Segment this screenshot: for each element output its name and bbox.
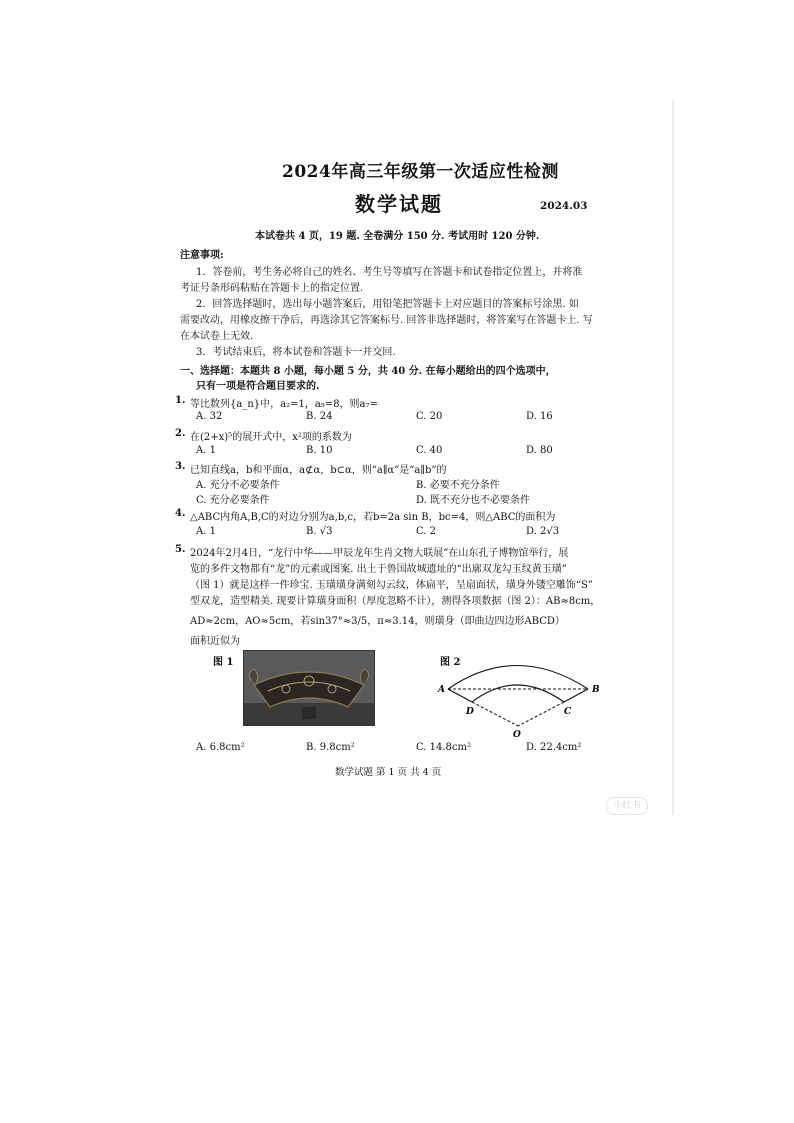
question-number: 1.: [175, 395, 186, 406]
option-a: A. 1: [196, 445, 216, 456]
point-a-label: A: [438, 685, 445, 695]
point-c-label: C: [564, 707, 572, 717]
option-c: C. 40: [416, 445, 443, 456]
point-b-label: B: [592, 685, 600, 695]
jade-huang-photo: [243, 650, 375, 726]
question-number: 5.: [175, 544, 186, 555]
question-line: 2024年2月4日，“龙行中华——甲辰龙年生肖文物大联展”在山东孔子博物馆举行，展: [190, 548, 569, 559]
question-text: 等比数列{a_n}中，a₂=1，a₅=8，则a₇=: [190, 399, 378, 410]
notes-heading: 注意事项:: [180, 250, 224, 261]
option-c: C. 20: [416, 411, 443, 422]
option-a: A. 6.8cm²: [196, 742, 245, 753]
question-line: 览的多件文物都有“龙”的元素或图案. 出土于鲁国故城遗址的“出廓双龙勾玉纹黄玉璜”: [190, 564, 567, 575]
question-text: 在(2+x)⁵的展开式中，x²项的系数为: [190, 432, 352, 443]
question-number: 2.: [175, 428, 186, 439]
notes-line: 需要改动，用橡皮擦干净后，再选涂其它答案标号. 回答非选择题时，将答案写在答题卡上. 写: [180, 315, 593, 326]
option-a: A. 32: [196, 411, 223, 422]
exam-info: 本试卷共 4 页，19 题. 全卷满分 150 分. 考试用时 120 分钟.: [255, 231, 540, 242]
figure-1-label: 图 1: [213, 657, 234, 668]
question-text: 已知直线a，b和平面α，a⊄α，b⊂α，则“a∥α”是“a∥b”的: [190, 465, 447, 476]
notes-line: 考证号条形码粘贴在答题卡上的指定位置.: [180, 283, 364, 294]
question-line: 型双龙，造型精美. 现要计算璜身面积（厚度忽略不计），测得各项数据（图 2）：AB≈8cm，: [190, 596, 601, 607]
section-heading-2: 只有一项是符合题目要求的.: [196, 381, 320, 392]
exam-date: 2024.03: [540, 200, 588, 212]
question-line: （图 1）就是这样一件珍宝. 玉璜璜身满刻勾云纹，体扁平，呈扇面状，璜身外镂空雕饰“S”: [190, 580, 593, 591]
option-b: B. 9.8cm²: [306, 742, 355, 753]
question-number: 3.: [175, 461, 186, 472]
option-c: C. 2: [416, 526, 437, 537]
point-d-label: D: [466, 707, 474, 717]
question-line: AD≈2cm，AO≈5cm，若sin37°≈3/5，π≈3.14，则璜身（即曲边四边形ABCD）: [190, 616, 565, 627]
question-text: △ABC内角A,B,C的对边分别为a,b,c，若b=2a sin B，bc=4，则△ABC的面积为: [190, 512, 556, 523]
option-b: B. √3: [306, 526, 333, 537]
jade-huang-illustration: [244, 651, 374, 725]
question-number: 4.: [175, 508, 186, 519]
option-c: C. 充分必要条件: [196, 495, 270, 506]
scan-edge: [672, 100, 674, 815]
option-b: B. 10: [306, 445, 333, 456]
notes-line: 3．考试结束后，将本试卷和答题卡一并交回.: [196, 347, 396, 358]
exam-title: 2024年高三年级第一次适应性检测: [282, 162, 559, 182]
notes-line: 1．答卷前，考生务必将自己的姓名、考生号等填写在答题卡和试卷指定位置上，并将准: [196, 267, 583, 278]
option-a: A. 充分不必要条件: [196, 480, 280, 491]
notes-line: 在本试卷上无效.: [180, 331, 254, 342]
figure-2-label: 图 2: [440, 657, 461, 668]
option-d: D. 22.4cm²: [526, 742, 582, 753]
option-a: A. 1: [196, 526, 216, 537]
section-heading: 一、选择题：本题共 8 小题，每小题 5 分，共 40 分. 在每小题给出的四个选项中，: [180, 366, 556, 377]
option-b: B. 24: [306, 411, 333, 422]
option-d: D. 16: [526, 411, 553, 422]
option-b: B. 必要不充分条件: [416, 480, 500, 491]
option-d: D. 80: [526, 445, 553, 456]
notes-line: 2．回答选择题时，选出每小题答案后，用铅笔把答题卡上对应题目的答案标号涂黑. 如: [196, 299, 579, 310]
page-footer: 数学试题 第 1 页 共 4 页: [335, 767, 442, 778]
question-line: 面积近似为: [190, 636, 240, 647]
point-o-label: O: [513, 730, 521, 740]
option-d: D. 既不充分也不必要条件: [416, 495, 531, 506]
watermark: 小红书: [606, 797, 648, 815]
subject-title: 数学试题: [355, 192, 443, 216]
option-c: C. 14.8cm²: [416, 742, 472, 753]
option-d: D. 2√3: [526, 526, 560, 537]
sector-diagram: [436, 660, 606, 742]
